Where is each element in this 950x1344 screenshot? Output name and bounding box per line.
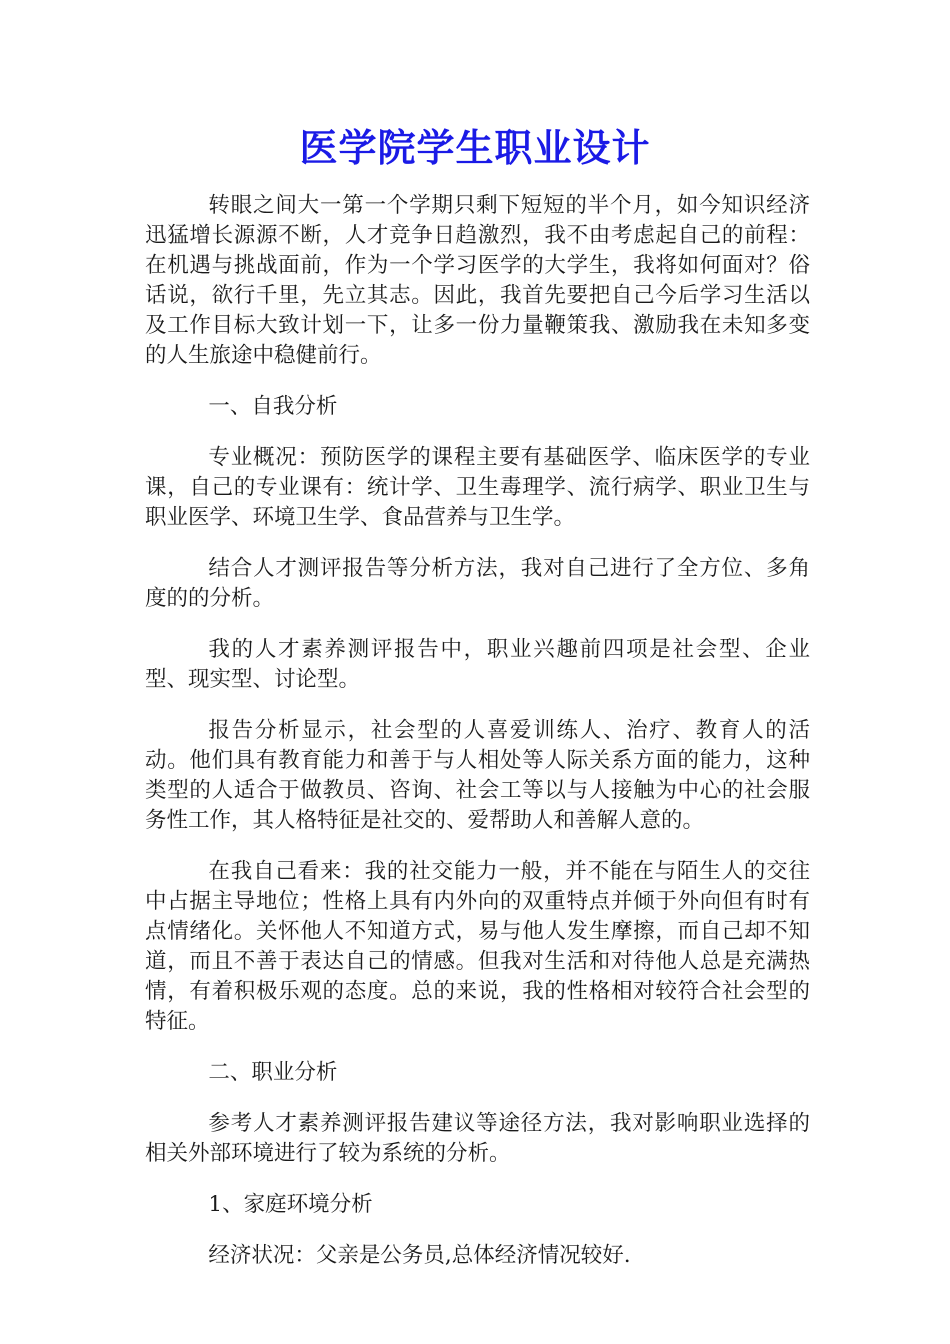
paragraph-major-overview: 专业概况：预防医学的课程主要有基础医学、临床医学的专业课，自己的专业课有：统计学、卫生毒理学、流行病学、职业卫生与职业医学、环境卫生学、食品营养与卫生学。 [145,445,810,530]
paragraph-report-analysis: 报告分析显示，社会型的人喜爱训练人、治疗、教育人的活动。他们具有教育能力和善于与人相处等人际关系方面的能力，这种类型的人适合于做教员、咨询、社会工等以与人接触为中心的社会服务性工作，其人格特征是社交的、爱帮助人和善解人意的。 [145,718,810,833]
document-body [145,191,810,1292]
paragraph-intro: 转眼之间大一第一个学期只剩下短短的半个月，如今知识经济迅猛增长源源不断，人才竞争日趋激烈，我不由考虑起自己的前程：在机遇与挑战面前，作为一个学习医学的大学生，我将如何面对？俗话说，欲行千里，先立其志。因此，我首先要把自己今后学习生活以及工作目标大致计划一下，让多一份力量鞭策我、激励我在未知多变的人生旅途中稳健前行。 [145,193,810,368]
paragraph-assessment-method: 结合人才测评报告等分析方法，我对自己进行了全方位、多角度的的分析。 [145,556,810,611]
paragraph-interest-results: 我的人才素养测评报告中，职业兴趣前四项是社会型、企业型、现实型、讨论型。 [145,637,810,692]
heading-self-analysis: 一、自我分析 [208,394,338,419]
heading-career-analysis: 二、职业分析 [208,1060,338,1085]
document-title: 医学院学生职业设计 [299,125,651,170]
paragraph-self-view: 在我自己看来：我的社交能力一般，并不能在与陌生人的交往中占据主导地位；性格上具有内外向的双重特点并倾于外向但有时有点情绪化。关怀他人不知道方式，易与他人发生摩擦，而自己却不知道，而且不善于表达自己的情感。但我对生活和对待他人总是充满热情，有着积极乐观的态度。总的来说，我的性格相对较符合社会型的特征。 [145,859,810,1034]
paragraph-economic-status: 经济状况：父亲是公务员,总体经济情况较好. [208,1243,631,1268]
heading-family-environment: 1、家庭环境分析 [208,1192,373,1217]
paragraph-external-environment: 参考人才素养测评报告建议等途径方法，我对影响职业选择的相关外部环境进行了较为系统的分析。 [145,1111,810,1166]
